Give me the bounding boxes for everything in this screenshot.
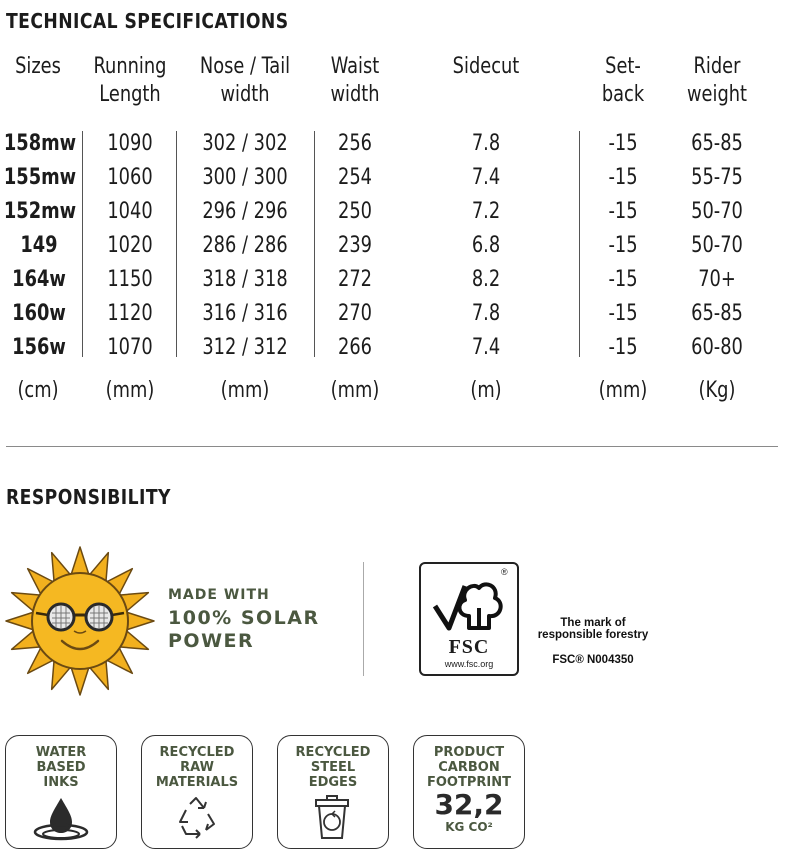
table-row (0, 229, 787, 263)
badge-title: RECYCLED STEEL EDGES (295, 745, 371, 790)
col-header-sizes: Sizes (15, 54, 61, 79)
rider-weight-cell: 50-70 (691, 199, 743, 224)
unit-cell: (m) (470, 378, 502, 403)
col-header-running-length: Running Length (93, 54, 167, 107)
badge-water-based-inks (5, 735, 117, 849)
badge-recycled-raw-materials (141, 735, 253, 849)
badge-product-carbon-footprint (413, 735, 525, 849)
recycle-icon (142, 794, 252, 846)
sidecut-cell: 7.8 (471, 131, 501, 156)
badge-title: RECYCLED RAW MATERIALS (155, 745, 239, 790)
running-length-cell: 1090 (107, 131, 153, 156)
unit-cell: (mm) (330, 378, 380, 403)
size-cell: 155mw (3, 165, 77, 190)
carbon-footprint-unit: KG CO² (445, 820, 493, 834)
setback-cell: -15 (608, 267, 638, 292)
nose-tail-cell: 318 / 318 (202, 267, 288, 292)
badge-title: WATER BASED INKS (35, 745, 87, 790)
section-divider (6, 446, 778, 447)
fsc-logo-text: FSC (448, 636, 490, 658)
nose-tail-cell: 286 / 286 (202, 233, 288, 258)
nose-tail-cell: 302 / 302 (202, 131, 288, 156)
running-length-cell: 1020 (107, 233, 153, 258)
water-drop-icon (6, 794, 116, 846)
col-header-rider-weight: Rider weight (686, 54, 748, 107)
nose-tail-cell: 300 / 300 (202, 165, 288, 190)
fsc-license-code: FSC® N004350 (552, 654, 634, 666)
running-length-cell: 1060 (107, 165, 153, 190)
sidecut-cell: 6.8 (471, 233, 501, 258)
setback-cell: -15 (608, 233, 638, 258)
setback-cell: -15 (608, 165, 638, 190)
setback-cell: -15 (608, 131, 638, 156)
fsc-url: www.fsc.org (444, 659, 494, 669)
solar-line-1: MADE WITH (168, 587, 270, 603)
fsc-logo (419, 562, 519, 676)
sidecut-cell: 8.2 (471, 267, 501, 292)
rider-weight-cell: 55-75 (691, 165, 743, 190)
fsc-caption: The mark of responsible forestry (537, 617, 649, 641)
table-row (0, 127, 787, 161)
table-row (0, 297, 787, 331)
rider-weight-cell: 65-85 (691, 301, 743, 326)
col-header-setback: Set- back (601, 54, 645, 107)
solar-line-3: POWER (168, 630, 255, 652)
solar-line-2: 100% SOLAR (168, 607, 320, 629)
size-cell: 152mw (3, 199, 77, 224)
carbon-footprint-value: 32,2 (434, 788, 504, 821)
nose-tail-cell: 312 / 312 (202, 335, 288, 360)
setback-cell: -15 (608, 301, 638, 326)
unit-cell: (cm) (17, 378, 59, 403)
unit-cell: (mm) (220, 378, 270, 403)
fsc-registered-mark: ® (501, 567, 508, 577)
waist-cell: 239 (337, 233, 373, 258)
nose-tail-cell: 296 / 296 (202, 199, 288, 224)
sun-with-sunglasses-icon (4, 545, 156, 697)
waist-cell: 272 (337, 267, 373, 292)
setback-cell: -15 (608, 199, 638, 224)
rider-weight-cell: 70+ (698, 267, 736, 292)
running-length-cell: 1040 (107, 199, 153, 224)
badge-title: PRODUCT CARBON FOOTPRINT (427, 745, 511, 790)
col-header-sidecut: Sidecut (452, 54, 520, 79)
table-row (0, 195, 787, 229)
running-length-cell: 1150 (107, 267, 153, 292)
running-length-cell: 1120 (107, 301, 153, 326)
sidecut-cell: 7.8 (471, 301, 501, 326)
waist-cell: 250 (337, 199, 373, 224)
fsc-tree-check-icon (431, 572, 509, 636)
sidecut-cell: 7.4 (471, 165, 501, 190)
sidecut-cell: 7.4 (471, 335, 501, 360)
size-cell: 160w (12, 301, 66, 326)
waist-cell: 270 (337, 301, 373, 326)
recycle-bin-icon (278, 794, 388, 846)
running-length-cell: 1070 (107, 335, 153, 360)
unit-cell: (mm) (105, 378, 155, 403)
size-cell: 156w (12, 335, 66, 360)
size-cell: 164w (12, 267, 66, 292)
waist-cell: 266 (337, 335, 373, 360)
responsibility-title: RESPONSIBILITY (6, 485, 171, 509)
rider-weight-cell: 60-80 (691, 335, 743, 360)
specs-title: TECHNICAL SPECIFICATIONS (6, 9, 289, 33)
size-cell: 158mw (3, 131, 77, 156)
rider-weight-cell: 65-85 (691, 131, 743, 156)
table-row (0, 331, 787, 365)
waist-cell: 254 (337, 165, 373, 190)
rider-weight-cell: 50-70 (691, 233, 743, 258)
col-header-waist-width: Waist width (330, 54, 380, 107)
col-header-nose-tail-width: Nose / Tail width (199, 54, 291, 107)
setback-cell: -15 (608, 335, 638, 360)
table-row (0, 263, 787, 297)
sidecut-cell: 7.2 (471, 199, 501, 224)
badge-recycled-steel-edges (277, 735, 389, 849)
waist-cell: 256 (337, 131, 373, 156)
table-row (0, 161, 787, 195)
solar-fsc-divider (363, 562, 364, 676)
unit-cell: (mm) (598, 378, 648, 403)
nose-tail-cell: 316 / 316 (202, 301, 288, 326)
unit-cell: (Kg) (698, 378, 736, 403)
size-cell: 149 (20, 233, 58, 258)
